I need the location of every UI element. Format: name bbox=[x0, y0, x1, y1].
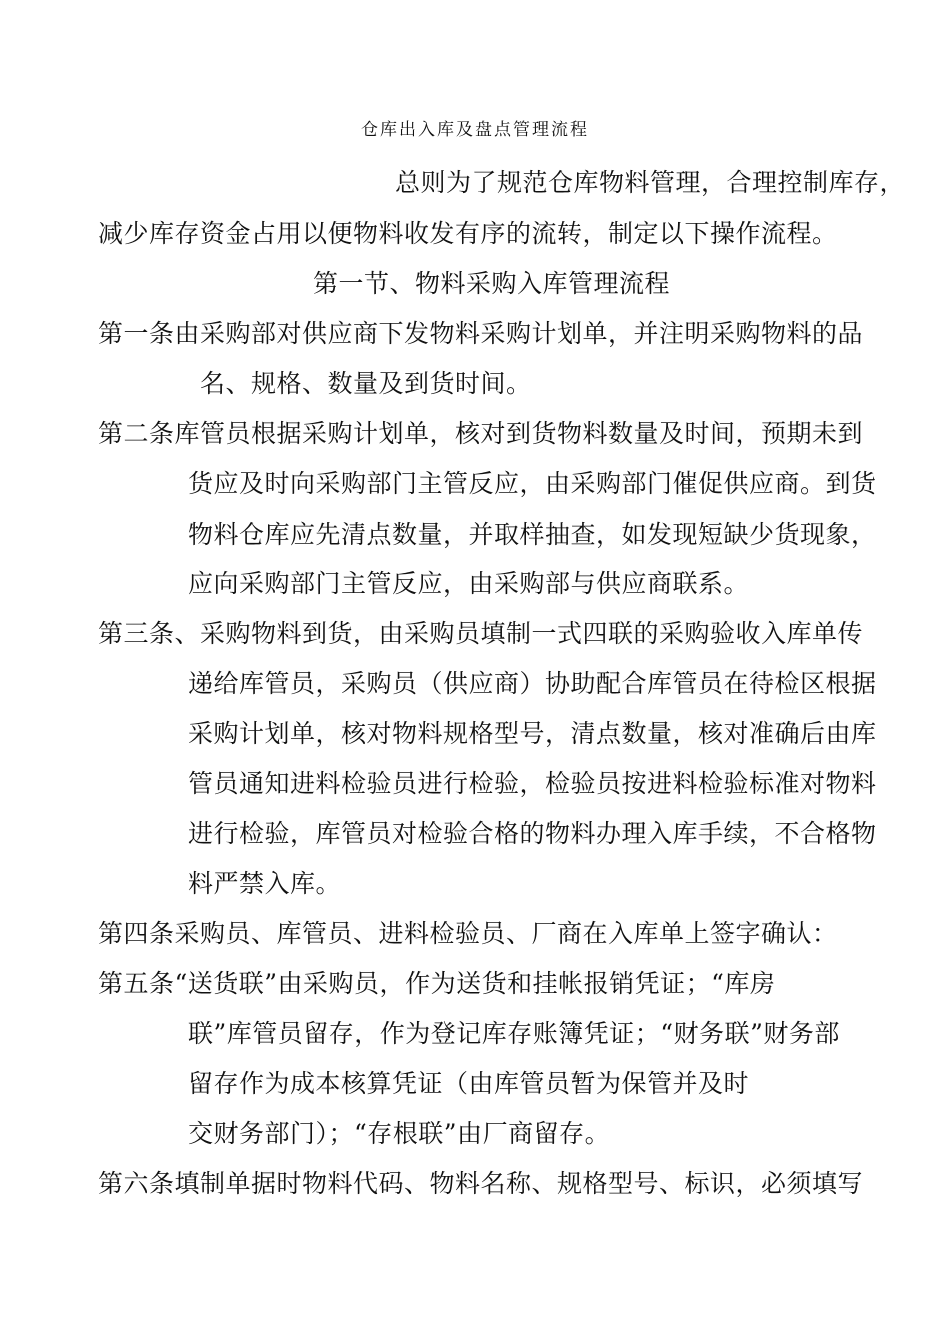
article-3-line-6: 料严禁入库。 bbox=[188, 869, 342, 898]
article-6-line-1: 第六条填制单据时物料代码、物料名称、规格型号、标识，必须填写 bbox=[98, 1169, 864, 1198]
intro-line-2: 减少库存资金占用以便物料收发有序的流转，制定以下操作流程。 bbox=[98, 219, 838, 248]
article-1-line-1: 第一条由采购部对供应商下发物料采购计划单，并注明采购物料的品 bbox=[98, 319, 864, 348]
intro-line-1: 总则为了规范仓库物料管理，合理控制库存， bbox=[395, 168, 906, 197]
article-5-line-1: 第五条“送货联”由采购员，作为送货和挂帐报销凭证；“库房 bbox=[98, 969, 776, 998]
article-3-line-1: 第三条、采购物料到货，由采购员填制一式四联的采购验收入库单传 bbox=[98, 619, 864, 648]
article-2-line-4: 应向采购部门主管反应，由采购部与供应商联系。 bbox=[188, 569, 750, 598]
article-2-line-1: 第二条库管员根据采购计划单，核对到货物料数量及时间，预期未到 bbox=[98, 419, 864, 448]
article-3-line-4: 管员通知进料检验员进行检验，检验员按进料检验标准对物料 bbox=[188, 769, 877, 798]
article-3-line-3: 采购计划单，核对物料规格型号，清点数量，核对准确后由库 bbox=[188, 719, 877, 748]
article-5-line-3: 留存作为成本核算凭证（由库管员暂为保管并及时 bbox=[188, 1069, 750, 1098]
section-heading: 第一节、物料采购入库管理流程 bbox=[313, 269, 671, 298]
article-3-line-5: 进行检验，库管员对检验合格的物料办理入库手续，不合格物 bbox=[188, 819, 877, 848]
article-2-line-3: 物料仓库应先清点数量，并取样抽查，如发现短缺少货现象， bbox=[188, 520, 877, 549]
article-5-line-2: 联”库管员留存，作为登记库存账簿凭证；“财务联”财务部 bbox=[188, 1019, 840, 1048]
article-1-line-2: 名、规格、数量及到货时间。 bbox=[200, 369, 532, 398]
article-5-line-4: 交财务部门）；“存根联”由厂商留存。 bbox=[188, 1119, 611, 1148]
article-4-line-1: 第四条采购员、库管员、进料检验员、厂商在入库单上签字确认： bbox=[98, 919, 838, 948]
article-2-line-2: 货应及时向采购部门主管反应，由采购部门催促供应商。到货 bbox=[188, 469, 877, 498]
article-3-line-2: 递给库管员，采购员（供应商）协助配合库管员在待检区根据 bbox=[188, 669, 877, 698]
document-title: 仓库出入库及盘点管理流程 bbox=[361, 120, 589, 140]
